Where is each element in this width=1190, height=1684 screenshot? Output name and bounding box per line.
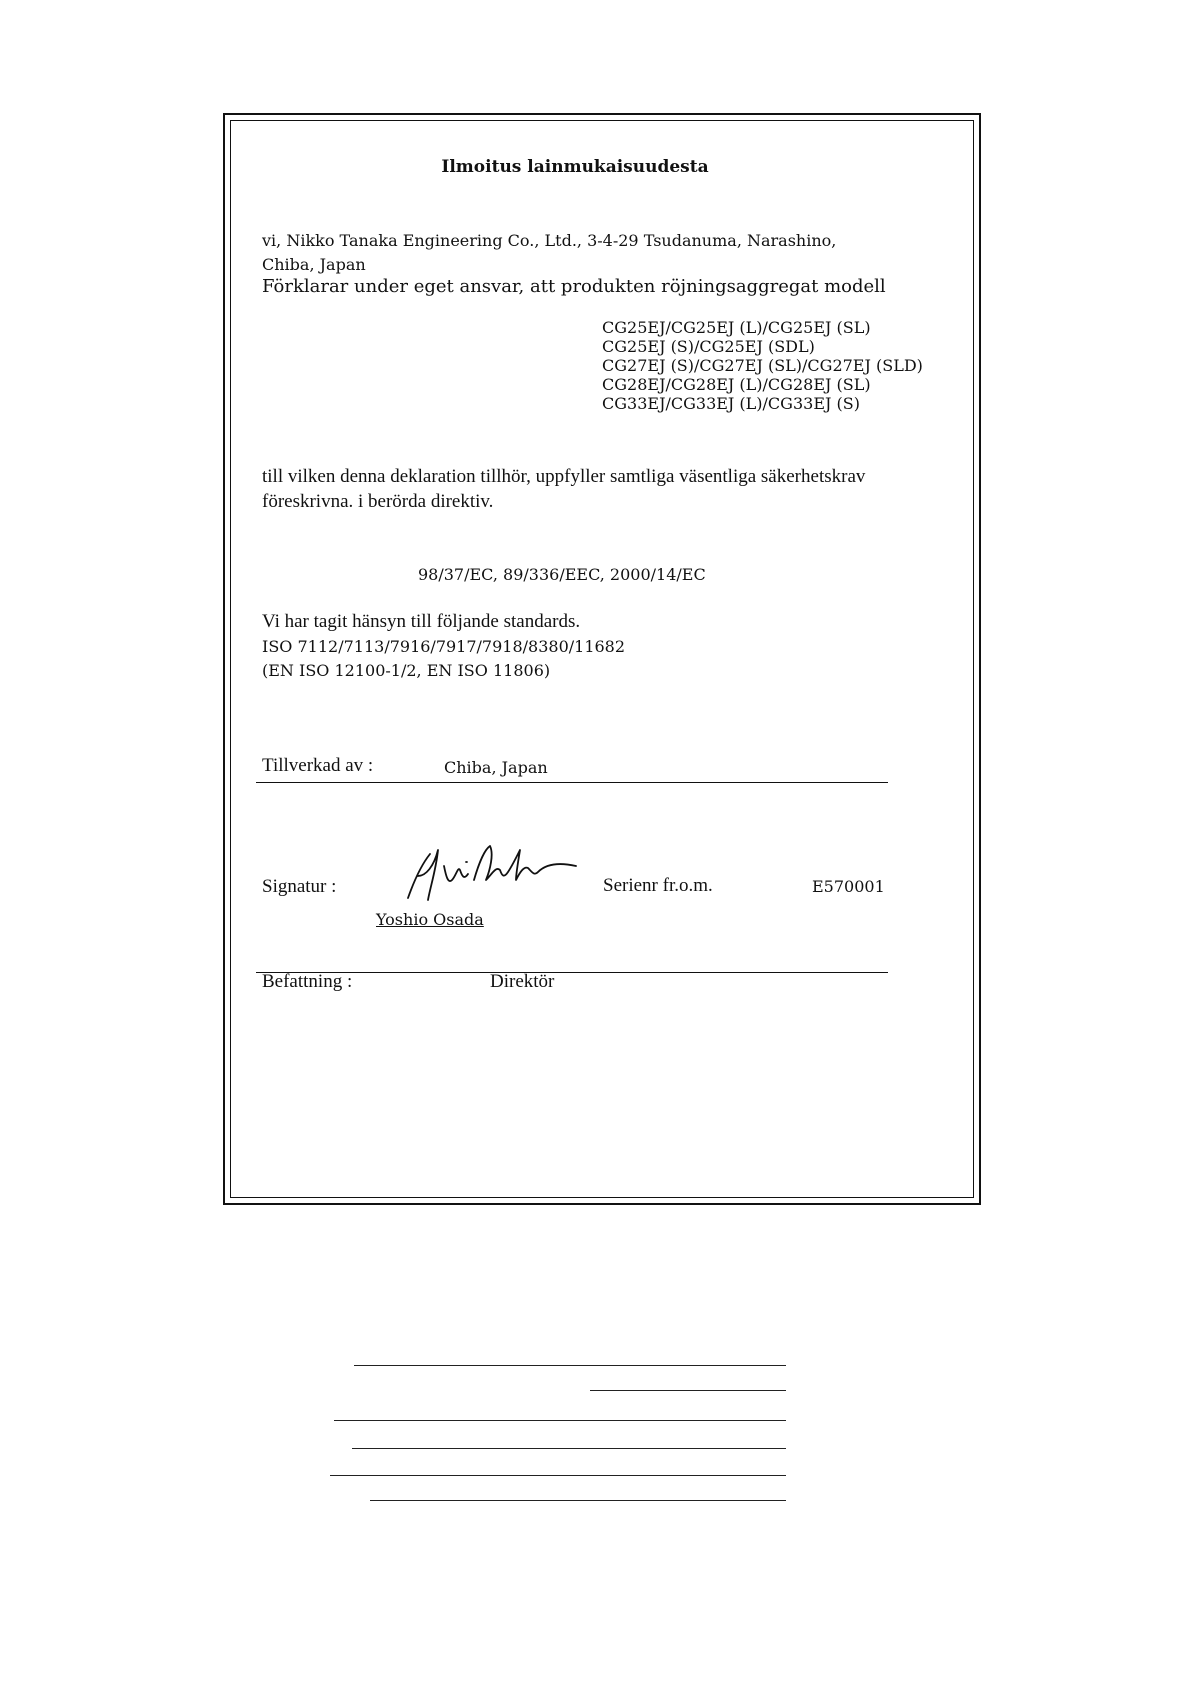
position-value: Direktör (490, 971, 555, 992)
blank-line (330, 1475, 786, 1476)
conformity-line-1: till vilken denna deklaration tillhör, uppfyller samtliga väsentliga säkerhetskrav (262, 466, 866, 487)
serial-label: Serienr fr.o.m. (603, 875, 713, 896)
directives-list: 98/37/EC, 89/336/EEC, 2000/14/EC (418, 565, 706, 584)
standards-intro: Vi har tagit hänsyn till följande standards. (262, 611, 581, 632)
model-list (602, 318, 923, 413)
serial-value: E570001 (812, 877, 885, 896)
blank-line (334, 1420, 786, 1421)
blank-line (590, 1390, 786, 1391)
made-by-label: Tillverkad av : (262, 755, 374, 776)
model-item: CG28EJ/CG28EJ (L)/CG28EJ (SL) (602, 375, 871, 394)
blank-line (370, 1500, 786, 1501)
blank-line (354, 1365, 786, 1366)
model-item: CG25EJ (S)/CG25EJ (SDL) (602, 337, 815, 356)
signer-name: Yoshio Osada (376, 910, 484, 929)
standards-en: (EN ISO 12100-1/2, EN ISO 11806) (262, 661, 551, 680)
signature-label: Signatur : (262, 876, 337, 897)
model-item: CG25EJ/CG25EJ (L)/CG25EJ (SL) (602, 318, 871, 337)
document-title: Ilmoitus lainmukaisuudesta (441, 157, 709, 177)
conformity-line-2: föreskrivna. i berörda direktiv. (262, 491, 494, 512)
made-by-value: Chiba, Japan (444, 758, 548, 777)
standards-iso: ISO 7112/7113/7916/7917/7918/8380/11682 (262, 637, 626, 656)
blank-line (352, 1448, 786, 1449)
model-item: CG27EJ (S)/CG27EJ (SL)/CG27EJ (SLD) (602, 356, 923, 375)
manufacturer-line-2: Chiba, Japan (262, 255, 366, 274)
handwritten-signature (400, 836, 600, 906)
made-by-rule (256, 782, 888, 783)
position-label: Befattning : (262, 971, 353, 992)
model-item: CG33EJ/CG33EJ (L)/CG33EJ (S) (602, 394, 860, 413)
declaration-text: Förklarar under eget ansvar, att produkten röjningsaggregat modell (262, 276, 886, 297)
manufacturer-line-1: vi, Nikko Tanaka Engineering Co., Ltd., 3-4-29 Tsudanuma, Narashino, (262, 231, 837, 250)
